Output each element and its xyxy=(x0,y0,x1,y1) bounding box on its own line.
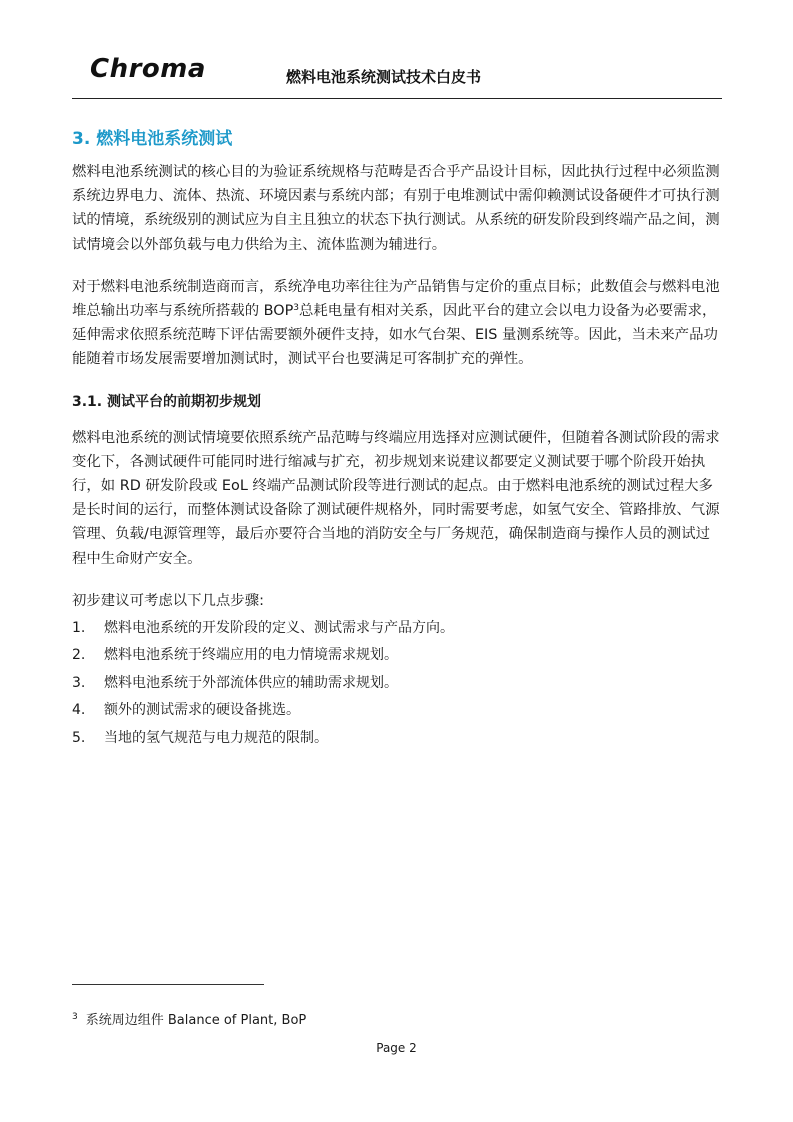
list-item-text: 燃料电池系统于外部流体供应的辅助需求规划。 xyxy=(104,674,398,691)
footnote-mark: 3 xyxy=(72,1012,78,1022)
steps-list xyxy=(72,615,724,753)
list-item xyxy=(72,642,724,670)
page-number: Page 2 xyxy=(376,1041,417,1055)
footnote-text: 系统周边组件 Balance of Plant, BoP xyxy=(85,1013,307,1028)
chroma-logo: Chroma xyxy=(90,54,206,84)
page-header xyxy=(72,52,722,99)
list-item-number: 3. xyxy=(72,674,86,691)
list-item-text: 燃料电池系统的开发阶段的定义、测试需求与产品方向。 xyxy=(104,619,454,636)
list-item-number: 1. xyxy=(72,619,86,636)
steps-intro: 初步建议可考虑以下几点步骤: xyxy=(72,592,264,609)
paragraph-text-before: 对于燃料电池系统制造商而言，系统净电功率往往为产品销售与定价的重点目标；此数值会与燃料电池堆总输出功率与系统所搭载的 BOP xyxy=(72,278,720,320)
list-item-number: 2. xyxy=(72,647,86,664)
list-item-number: 4. xyxy=(72,702,86,719)
footnote-reference[interactable]: 3 xyxy=(293,303,300,314)
list-item-text: 额外的测试需求的硬设备挑选。 xyxy=(104,702,300,719)
list-item-text: 燃料电池系统于终端应用的电力情境需求规划。 xyxy=(104,647,398,664)
list-item xyxy=(72,615,724,643)
section-paragraph-2 xyxy=(72,275,724,372)
footnote xyxy=(72,1007,306,1031)
list-item xyxy=(72,725,724,753)
subsection-paragraph: 燃料电池系统的测试情境要依照系统产品范畴与终端应用选择对应测试硬件，但随着各测试阶段的需求变化下，各测试硬件可能同时进行缩减与扩充，初步规划来说建议都要定义测试要于哪个阶段开始执行，如 RD 研发阶段或 EoL 终端产品测试阶段等进行测试的起点。由于燃料电池系统的测试过程大多是长时间的运行，而整体测试设备除了测试硬件规格外，同时需要考虑，如氢气安全、管路排放、气源管理、负载/电源管理等，最后亦要符合当地的消防安全与厂务规范，确保制造商与操作人员的测试过程中生命财产安全。 xyxy=(72,429,720,567)
page-content xyxy=(72,126,724,752)
list-item xyxy=(72,697,724,725)
subsection-heading: 3.1. 测试平台的前期初步规划 xyxy=(72,393,261,410)
document-title: 燃料电池系统测试技术白皮书 xyxy=(286,68,482,86)
footnote-divider xyxy=(72,984,264,985)
list-item xyxy=(72,670,724,698)
list-item-text: 当地的氢气规范与电力规范的限制。 xyxy=(104,729,328,746)
section-paragraph-1: 燃料电池系统测试的核心目的为验证系统规格与范畴是否合乎产品设计目标，因此执行过程中必须监测系统边界电力、流体、热流、环境因素与系统内部；有别于电堆测试中需仰赖测试设备硬件才可执行测试的情境，系统级别的测试应为自主且独立的状态下执行测试。从系统的研发阶段到终端产品之间，测试情境会以外部负载与电力供给为主、流体监测为辅进行。 xyxy=(72,164,720,253)
paragraph-text-after: 总耗电量有相对关系，因此平台的建立会以电力设备为必要需求，延伸需求依照系统范畴下评估需要额外硬件支持，如水气台架、EIS 量测系统等。因此，当未来产品功能随着市场发展需要增加测试时，测试平台也要满足可客制扩充的弹性。 xyxy=(72,303,718,368)
section-heading: 3. 燃料电池系统测试 xyxy=(72,129,233,149)
list-item-number: 5. xyxy=(72,729,86,746)
